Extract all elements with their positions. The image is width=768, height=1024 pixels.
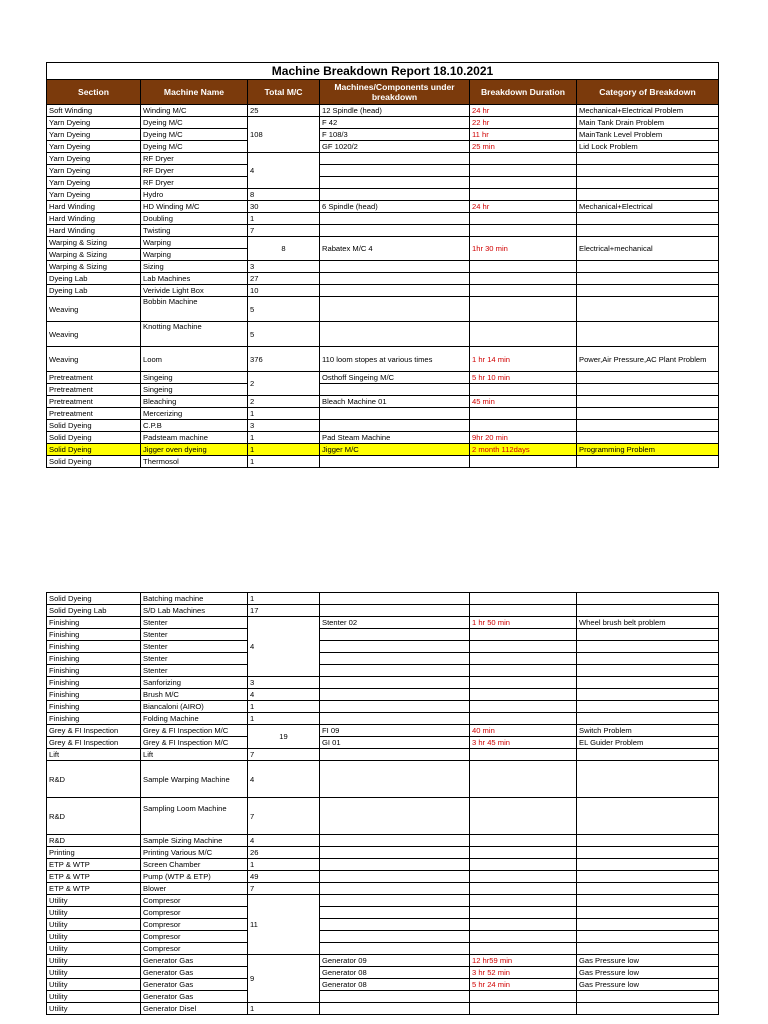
machine-cell: Biancaloni (AIRO) xyxy=(141,701,248,713)
category-cell: Mechanical+Electrical xyxy=(577,201,719,213)
machine-cell: Stenter xyxy=(141,665,248,677)
section-cell: Yarn Dyeing xyxy=(47,153,141,165)
total-cell: 1 xyxy=(248,859,320,871)
section-cell: Finishing xyxy=(47,617,141,629)
total-cell: 8 xyxy=(248,237,320,261)
machine-cell: Warping xyxy=(141,249,248,261)
table-row xyxy=(47,943,719,955)
table-row xyxy=(47,761,719,798)
section-cell: Dyeing Lab xyxy=(47,273,141,285)
duration-cell: 22 hr xyxy=(470,117,577,129)
duration-cell: 11 hr xyxy=(470,129,577,141)
section-cell: Solid Dyeing xyxy=(47,593,141,605)
total-cell: 1 xyxy=(248,713,320,725)
table-row xyxy=(47,725,719,737)
machine-cell: Sizing xyxy=(141,261,248,273)
table-row xyxy=(47,701,719,713)
section-cell: Weaving xyxy=(47,297,141,322)
category-cell: Gas Pressure low xyxy=(577,955,719,967)
duration-cell: 25 min xyxy=(470,141,577,153)
table-row xyxy=(47,617,719,629)
table-row xyxy=(47,213,719,225)
total-cell: 4 xyxy=(248,617,320,677)
machine-cell: HD Winding M/C xyxy=(141,201,248,213)
total-cell: 1 xyxy=(248,444,320,456)
table-row xyxy=(47,677,719,689)
machine-cell: Dyeing M/C xyxy=(141,129,248,141)
header-components: Machines/Components under breakdown xyxy=(320,80,470,105)
table-row xyxy=(47,979,719,991)
section-cell: Utility xyxy=(47,955,141,967)
machine-cell: Dyeing M/C xyxy=(141,141,248,153)
machine-cell: Grey & FI Inspection M/C xyxy=(141,737,248,749)
category-cell: Main Tank Drain Problem xyxy=(577,117,719,129)
duration-cell: 1 hr 50 min xyxy=(470,617,577,629)
machine-cell: Pump (WTP & ETP) xyxy=(141,871,248,883)
machine-cell: Bleaching xyxy=(141,396,248,408)
machine-cell: Compresor xyxy=(141,943,248,955)
table-row xyxy=(47,629,719,641)
machine-cell: Singeing xyxy=(141,372,248,384)
section-cell: Utility xyxy=(47,943,141,955)
duration-cell: 1 hr 14 min xyxy=(470,347,577,372)
category-cell: Switch Problem xyxy=(577,725,719,737)
total-cell: 2 xyxy=(248,372,320,396)
total-cell: 1 xyxy=(248,213,320,225)
total-cell: 2 xyxy=(248,396,320,408)
machine-cell: Jigger oven dyeing xyxy=(141,444,248,456)
table-row xyxy=(47,859,719,871)
duration-cell: 5 hr 24 min xyxy=(470,979,577,991)
category-cell: Programming Problem xyxy=(577,444,719,456)
table-row xyxy=(47,605,719,617)
section-cell: Pretreatment xyxy=(47,396,141,408)
machine-cell: Dyeing M/C xyxy=(141,117,248,129)
section-cell: Hard Winding xyxy=(47,213,141,225)
component-cell: Generator 09 xyxy=(320,955,470,967)
table-row xyxy=(47,396,719,408)
machine-cell: Sampling Loom Machine xyxy=(141,798,248,835)
machine-cell: Lab Machines xyxy=(141,273,248,285)
table-row xyxy=(47,991,719,1003)
total-cell: 26 xyxy=(248,847,320,859)
table-row xyxy=(47,225,719,237)
machine-cell: RF Dryer xyxy=(141,165,248,177)
table-row xyxy=(47,261,719,273)
total-cell: 1 xyxy=(248,408,320,420)
total-cell: 49 xyxy=(248,871,320,883)
section-cell: Solid Dyeing xyxy=(47,432,141,444)
table-row xyxy=(47,189,719,201)
total-cell: 8 xyxy=(248,189,320,201)
header-machine-name: Machine Name xyxy=(141,80,248,105)
category-cell: Power,Air Pressure,AC Plant Problem xyxy=(577,347,719,372)
component-cell: 12 Spindle (head) xyxy=(320,105,470,117)
machine-cell: C.P.B xyxy=(141,420,248,432)
section-cell: Utility xyxy=(47,907,141,919)
header-section: Section xyxy=(47,80,141,105)
component-cell: Pad Steam Machine xyxy=(320,432,470,444)
table-row xyxy=(47,871,719,883)
section-cell: R&D xyxy=(47,761,141,798)
table-row xyxy=(47,713,719,725)
machine-cell: Singeing xyxy=(141,384,248,396)
table-row xyxy=(47,273,719,285)
machine-cell: Stenter xyxy=(141,617,248,629)
table-row xyxy=(47,408,719,420)
section-cell: Utility xyxy=(47,895,141,907)
section-cell: Warping & Sizing xyxy=(47,237,141,249)
machine-cell: RF Dryer xyxy=(141,177,248,189)
section-cell: Hard Winding xyxy=(47,201,141,213)
total-cell: 1 xyxy=(248,593,320,605)
category-cell: Gas Pressure low xyxy=(577,979,719,991)
total-cell: 17 xyxy=(248,605,320,617)
total-cell: 9 xyxy=(248,955,320,1003)
total-cell: 108 xyxy=(248,117,320,153)
section-cell: Utility xyxy=(47,931,141,943)
section-cell: Dyeing Lab xyxy=(47,285,141,297)
component-cell: GF 1020/2 xyxy=(320,141,470,153)
table-row xyxy=(47,749,719,761)
section-cell: R&D xyxy=(47,798,141,835)
component-cell: 110 loom stopes at various times xyxy=(320,347,470,372)
breakdown-table-page2 xyxy=(46,592,719,1015)
total-cell: 7 xyxy=(248,225,320,237)
table-row xyxy=(47,201,719,213)
table-row xyxy=(47,835,719,847)
machine-cell: Generator Gas xyxy=(141,955,248,967)
section-cell: Yarn Dyeing xyxy=(47,129,141,141)
section-cell: Warping & Sizing xyxy=(47,249,141,261)
machine-cell: Warping xyxy=(141,237,248,249)
duration-cell: 1hr 30 min xyxy=(470,237,577,261)
category-cell: EL Guider Problem xyxy=(577,737,719,749)
total-cell: 4 xyxy=(248,153,320,189)
component-cell: F 42 xyxy=(320,117,470,129)
category-cell: Wheel brush belt problem xyxy=(577,617,719,629)
machine-cell: Compresor xyxy=(141,907,248,919)
section-cell: Finishing xyxy=(47,677,141,689)
table-row xyxy=(47,285,719,297)
section-cell: ETP & WTP xyxy=(47,871,141,883)
total-cell: 1 xyxy=(248,1003,320,1015)
machine-cell: Thermosol xyxy=(141,456,248,468)
section-cell: Printing xyxy=(47,847,141,859)
total-cell: 4 xyxy=(248,835,320,847)
table-row xyxy=(47,297,719,322)
machine-cell: Batching machine xyxy=(141,593,248,605)
machine-cell: Padsteam machine xyxy=(141,432,248,444)
component-cell: Stenter 02 xyxy=(320,617,470,629)
table-row xyxy=(47,689,719,701)
duration-cell: 9hr 20 min xyxy=(470,432,577,444)
header-duration: Breakdown Duration xyxy=(470,80,577,105)
header-category: Category of Breakdown xyxy=(577,80,719,105)
table-row xyxy=(47,237,719,249)
section-cell: Yarn Dyeing xyxy=(47,165,141,177)
section-cell: Utility xyxy=(47,991,141,1003)
duration-cell: 12 hr59 min xyxy=(470,955,577,967)
duration-cell: 3 hr 52 min xyxy=(470,967,577,979)
section-cell: Pretreatment xyxy=(47,372,141,384)
section-cell: Finishing xyxy=(47,653,141,665)
duration-cell: 3 hr 45 min xyxy=(470,737,577,749)
table-row xyxy=(47,737,719,749)
machine-cell: Compresor xyxy=(141,895,248,907)
table-row xyxy=(47,141,719,153)
duration-cell: 45 min xyxy=(470,396,577,408)
section-cell: Finishing xyxy=(47,713,141,725)
machine-cell: Grey & FI Inspection M/C xyxy=(141,725,248,737)
section-cell: Weaving xyxy=(47,322,141,347)
machine-cell: Hydro xyxy=(141,189,248,201)
machine-cell: Loom xyxy=(141,347,248,372)
machine-cell: Sanforizing xyxy=(141,677,248,689)
section-cell: ETP & WTP xyxy=(47,859,141,871)
component-cell: FI 09 xyxy=(320,725,470,737)
section-cell: Solid Dyeing xyxy=(47,444,141,456)
table-row xyxy=(47,322,719,347)
section-cell: Pretreatment xyxy=(47,384,141,396)
table-row xyxy=(47,955,719,967)
section-cell: Yarn Dyeing xyxy=(47,189,141,201)
component-cell: Osthoff Singeing M/C xyxy=(320,372,470,384)
table-row xyxy=(47,420,719,432)
table-row xyxy=(47,919,719,931)
category-cell: Electrical+mechanical xyxy=(577,237,719,261)
total-cell: 30 xyxy=(248,201,320,213)
category-cell: MainTank Level Problem xyxy=(577,129,719,141)
section-cell: R&D xyxy=(47,835,141,847)
table-row xyxy=(47,347,719,372)
total-cell: 4 xyxy=(248,761,320,798)
total-cell: 3 xyxy=(248,261,320,273)
component-cell: Bleach Machine 01 xyxy=(320,396,470,408)
total-cell: 5 xyxy=(248,297,320,322)
machine-cell: Verivide Light Box xyxy=(141,285,248,297)
section-cell: ETP & WTP xyxy=(47,883,141,895)
section-cell: Yarn Dyeing xyxy=(47,177,141,189)
machine-cell: Compresor xyxy=(141,919,248,931)
total-cell: 11 xyxy=(248,895,320,955)
table-row xyxy=(47,153,719,165)
table-row xyxy=(47,895,719,907)
section-cell: Finishing xyxy=(47,701,141,713)
total-cell: 5 xyxy=(248,322,320,347)
machine-cell: Stenter xyxy=(141,653,248,665)
total-cell: 1 xyxy=(248,432,320,444)
table-row xyxy=(47,432,719,444)
component-cell: 6 Spindle (head) xyxy=(320,201,470,213)
section-cell: Grey & FI Inspection xyxy=(47,725,141,737)
component-cell: Rabatex M/C 4 xyxy=(320,237,470,261)
machine-cell: Sample Warping Machine xyxy=(141,761,248,798)
total-cell: 7 xyxy=(248,883,320,895)
table-row xyxy=(47,907,719,919)
section-cell: Finishing xyxy=(47,629,141,641)
total-cell: 27 xyxy=(248,273,320,285)
total-cell: 10 xyxy=(248,285,320,297)
machine-cell: Lift xyxy=(141,749,248,761)
table-row xyxy=(47,105,719,117)
header-total-mc: Total M/C xyxy=(248,80,320,105)
duration-cell: 24 hr xyxy=(470,105,577,117)
section-cell: Utility xyxy=(47,919,141,931)
duration-cell: 24 hr xyxy=(470,201,577,213)
section-cell: Finishing xyxy=(47,689,141,701)
table-row xyxy=(47,129,719,141)
table-row xyxy=(47,177,719,189)
section-cell: Solid Dyeing xyxy=(47,456,141,468)
duration-cell: 40 min xyxy=(470,725,577,737)
table-row xyxy=(47,665,719,677)
table-row xyxy=(47,384,719,396)
section-cell: Finishing xyxy=(47,641,141,653)
section-cell: Finishing xyxy=(47,665,141,677)
component-cell: Generator 08 xyxy=(320,967,470,979)
section-cell: Yarn Dyeing xyxy=(47,141,141,153)
section-cell: Utility xyxy=(47,967,141,979)
table-row xyxy=(47,847,719,859)
table-row xyxy=(47,931,719,943)
total-cell: 376 xyxy=(248,347,320,372)
section-cell: Solid Dyeing xyxy=(47,420,141,432)
component-cell: Generator 08 xyxy=(320,979,470,991)
table-row-highlighted xyxy=(47,444,719,456)
breakdown-table-page1 xyxy=(46,62,719,468)
total-cell: 3 xyxy=(248,677,320,689)
total-cell: 4 xyxy=(248,689,320,701)
machine-cell: Generator Gas xyxy=(141,967,248,979)
machine-cell: Screen Chamber xyxy=(141,859,248,871)
section-cell: Pretreatment xyxy=(47,408,141,420)
machine-cell: Knotting Machine xyxy=(141,322,248,347)
machine-cell: Blower xyxy=(141,883,248,895)
section-cell: Hard Winding xyxy=(47,225,141,237)
total-cell: 3 xyxy=(248,420,320,432)
machine-cell: Mercerizing xyxy=(141,408,248,420)
machine-cell: Twisting xyxy=(141,225,248,237)
category-cell: Gas Pressure low xyxy=(577,967,719,979)
table-row xyxy=(47,641,719,653)
section-cell: Solid Dyeing Lab xyxy=(47,605,141,617)
table-row xyxy=(47,456,719,468)
table-row xyxy=(47,653,719,665)
table-row xyxy=(47,967,719,979)
section-cell: Soft Winding xyxy=(47,105,141,117)
machine-cell: Stenter xyxy=(141,629,248,641)
total-cell: 1 xyxy=(248,456,320,468)
machine-cell: Brush M/C xyxy=(141,689,248,701)
machine-cell: Bobbin Machine xyxy=(141,297,248,322)
total-cell: 25 xyxy=(248,105,320,117)
table-row xyxy=(47,1003,719,1015)
machine-cell: Folding Machine xyxy=(141,713,248,725)
table-row xyxy=(47,798,719,835)
section-cell: Warping & Sizing xyxy=(47,261,141,273)
report-title: Machine Breakdown Report 18.10.2021 xyxy=(47,63,719,80)
duration-cell: 2 month 112days xyxy=(470,444,577,456)
total-cell: 1 xyxy=(248,701,320,713)
machine-cell: Winding M/C xyxy=(141,105,248,117)
category-cell: Mechanical+Electrical Problem xyxy=(577,105,719,117)
section-cell: Yarn Dyeing xyxy=(47,117,141,129)
machine-cell: Doubling xyxy=(141,213,248,225)
machine-cell: Generator Disel xyxy=(141,1003,248,1015)
component-cell: GI 01 xyxy=(320,737,470,749)
component-cell: Jigger M/C xyxy=(320,444,470,456)
section-cell: Utility xyxy=(47,979,141,991)
section-cell: Lift xyxy=(47,749,141,761)
table-row xyxy=(47,117,719,129)
category-cell: Lid Lock Problem xyxy=(577,141,719,153)
machine-cell: Compresor xyxy=(141,931,248,943)
machine-cell: RF Dryer xyxy=(141,153,248,165)
total-cell: 19 xyxy=(248,725,320,749)
section-cell: Weaving xyxy=(47,347,141,372)
table-row xyxy=(47,593,719,605)
machine-cell: Printing Various M/C xyxy=(141,847,248,859)
machine-cell: Generator Gas xyxy=(141,991,248,1003)
component-cell: F 108/3 xyxy=(320,129,470,141)
machine-cell: Stenter xyxy=(141,641,248,653)
table-row xyxy=(47,883,719,895)
total-cell: 7 xyxy=(248,749,320,761)
section-cell: Utility xyxy=(47,1003,141,1015)
total-cell: 7 xyxy=(248,798,320,835)
machine-cell: Generator Gas xyxy=(141,979,248,991)
table-row xyxy=(47,165,719,177)
duration-cell: 5 hr 10 min xyxy=(470,372,577,384)
machine-cell: S/D Lab Machines xyxy=(141,605,248,617)
section-cell: Grey & FI Inspection xyxy=(47,737,141,749)
machine-cell: Sample Sizing Machine xyxy=(141,835,248,847)
table-row xyxy=(47,372,719,384)
